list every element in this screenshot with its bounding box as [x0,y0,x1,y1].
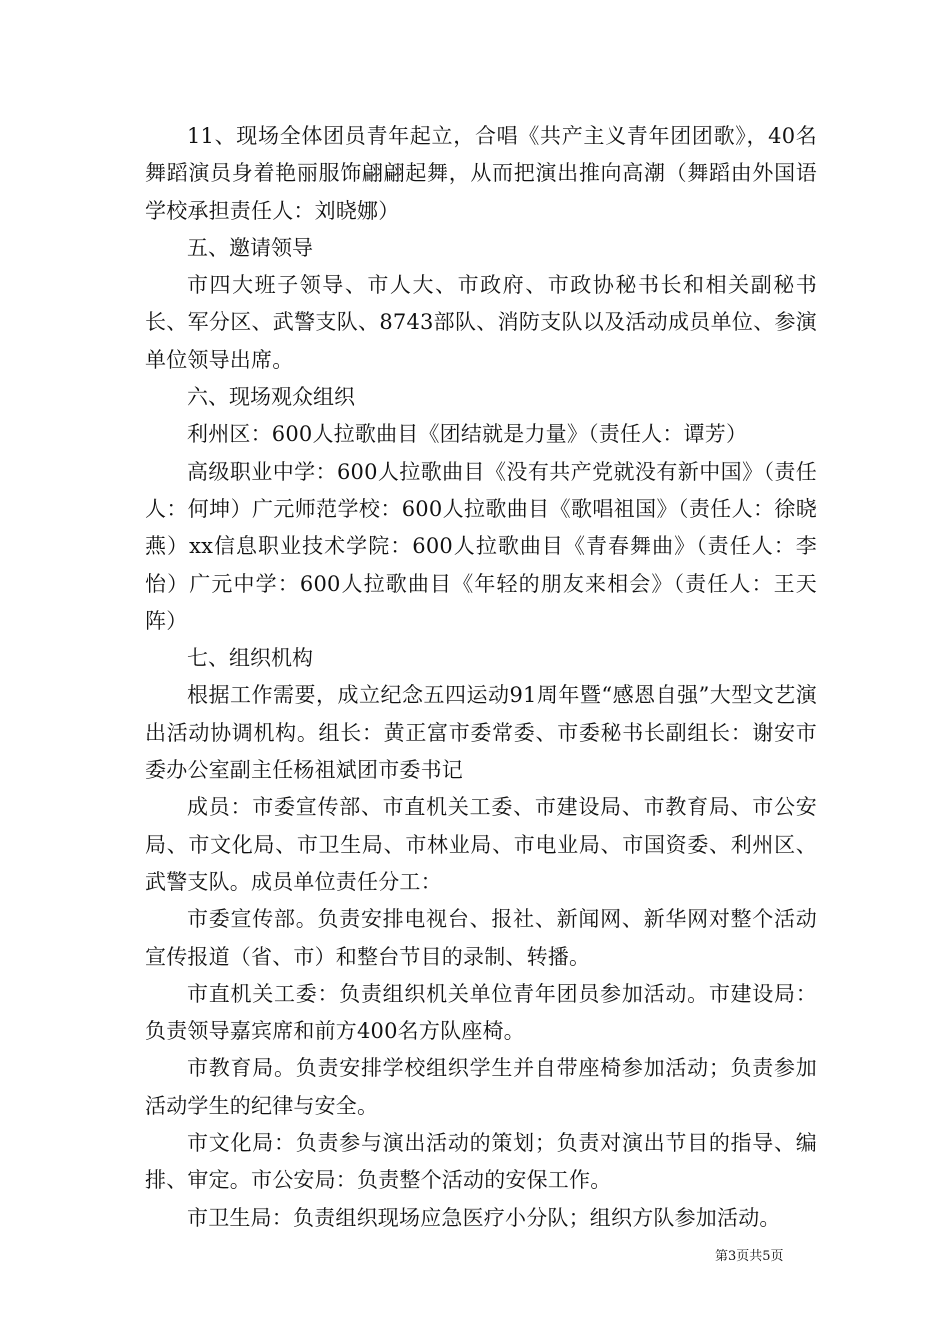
paragraph-invited-leaders: 市四大班子领导、市人大、市政府、市政协秘书长和相关副秘书长、军分区、武警支队、8743部队、消防支队以及活动成员单位、参演单位领导出席。 [145,273,817,372]
paragraph-organs-committee: 市直机关工委：负责组织机关单位青年团员参加活动。市建设局：负责领导嘉宾席和前方400名方队座椅。 [145,981,817,1044]
document-body [145,118,817,1237]
paragraph-culture-bureau: 市文化局：负责参与演出活动的策划；负责对演出节目的指导、编排、审定。市公安局：负责整个活动的安保工作。 [145,1131,817,1193]
section-heading-invite-leaders: 五、邀请领导 [187,235,313,260]
page-number-footer: 第3页共5页 [715,1249,784,1264]
paragraph-schools-songs: 高级职业中学：600人拉歌曲目《没有共产党就没有新中国》（责任人：何坤）广元师范学校：600人拉歌曲目《歌唱祖国》（责任人：徐晓燕）xx信息职业技术学院：600人拉歌曲目《青春舞曲》（责任人：李怡）广元中学：600人拉歌曲目《年轻的朋友来相会》（责任人：王天阵） [145,459,817,633]
paragraph-members: 成员：市委宣传部、市直机关工委、市建设局、市教育局、市公安局、市文化局、市卫生局、市林业局、市电业局、市国资委、利州区、武警支队。成员单位责任分工： [145,795,817,894]
paragraph-health-bureau: 市卫生局：负责组织现场应急医疗小分队；组织方队参加活动。 [187,1205,781,1230]
paragraph-propaganda-dept: 市委宣传部。负责安排电视台、报社、新闻网、新华网对整个活动宣传报道（省、市）和整台节目的录制、转播。 [145,907,817,969]
section-heading-organization: 七、组织机构 [187,646,313,671]
section-heading-audience: 六、现场观众组织 [187,385,355,410]
paragraph-coordination-body: 根据工作需要，成立纪念五四运动91周年暨“感恩自强”大型文艺演出活动协调机构。组长：黄正富市委常委、市委秘书长副组长：谢安市委办公室副主任杨祖斌团市委书记 [145,683,817,783]
paragraph-item-11: 11、现场全体团员青年起立，合唱《共产主义青年团团歌》，40名舞蹈演员身着艳丽服饰翩翩起舞，从而把演出推向高潮（舞蹈由外国语学校承担责任人：刘晓娜） [145,124,817,223]
paragraph-lizhou-district: 利州区：600人拉歌曲目《团结就是力量》（责任人：谭芳） [187,422,748,447]
paragraph-education-bureau: 市教育局。负责安排学校组织学生并自带座椅参加活动；负责参加活动学生的纪律与安全。 [145,1056,817,1118]
